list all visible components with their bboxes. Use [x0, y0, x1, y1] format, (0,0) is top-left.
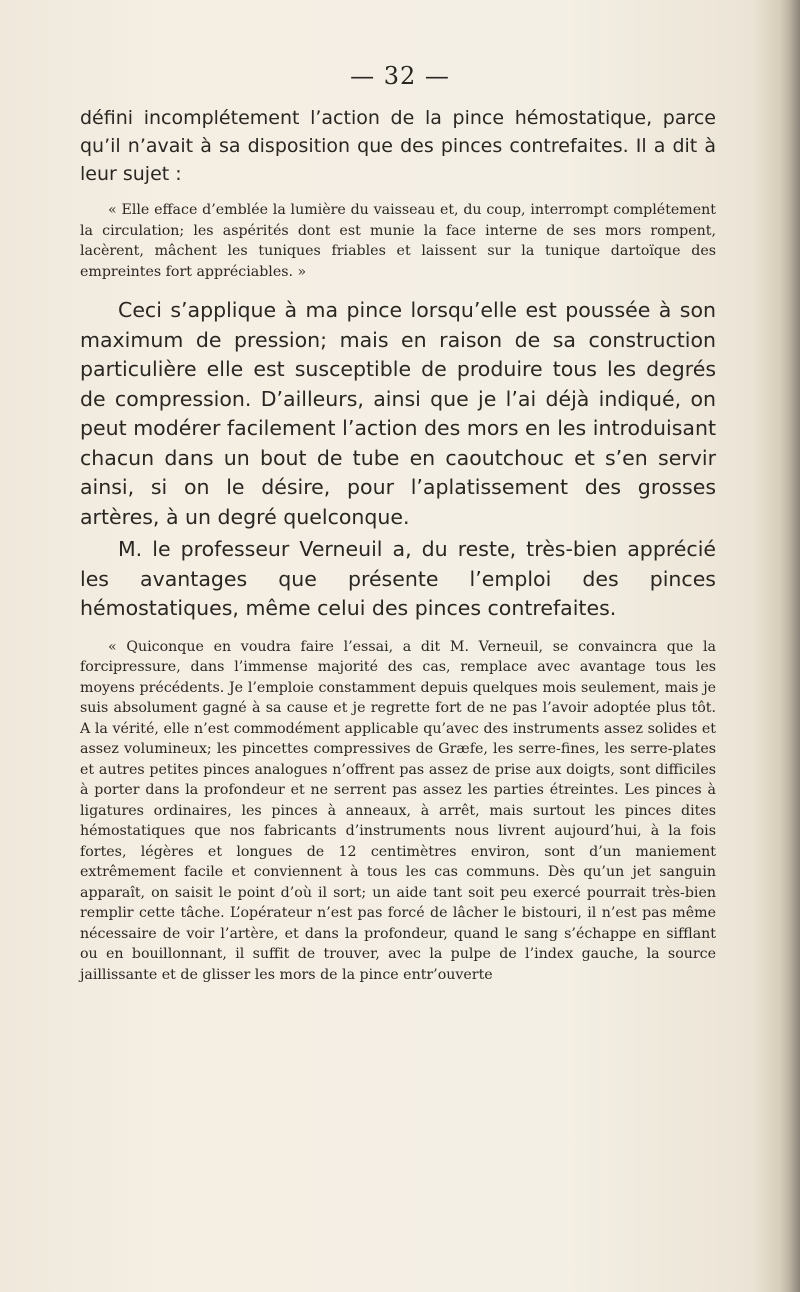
paragraph-verneuil: M. le professeur Verneuil a, du reste, très-bien apprécié les avantages que présente l’emploi des pinces hémostatiques, même celui des pinces contrefaites. — [80, 537, 716, 620]
page-edge-shadow — [778, 0, 800, 1292]
block-quote-verneuil: « Quiconque en voudra faire l’essai, a dit M. Verneuil, se convaincra que la forcipressure, dans l’immense majorité des cas, remplace avec avantage tous les moyens précédents. Je l’emploie constamment depuis quelques mois seulement, mais je suis absolument gagné à sa cause et je regrette fort de ne pas l’avoir adoptée plus tôt. A la vérité, elle n’est commodément applicable qu’avec des instruments assez solides et assez volumineux; les pincettes compressives de Græfe, les serre-fines, les serre-plates et autres petites pinces analogues n’offrent pas assez de prise aux doigts, sont difficiles à porter dans la profondeur et ne serrent pas assez les parties étreintes. Les pinces à ligatures ordinaires, les pinces à anneaux, à arrêt, mais surtout les pinces dites hémostatiques que nos fabricants d’instruments nous livrent aujourd’hui, à la fois fortes, légères et longues de 12 centimètres environ, sont d’un maniement extrêmement facile et conviennent à tous les cas communs. Dès qu’un jet sanguin apparaît, on saisit le point d’où il sort; un aide tant soit peu exercé pourrait très-bien remplir cette tâche. L’opérateur n’est pas forcé de lâcher le bistouri, il n’est pas même nécessaire de voir l’artère, et dans la profondeur, quand le sang s’échappe en sifflant ou en bouillonnant, il suffit de trouver, avec la pulpe de l’index gauche, la source jaillissante et de glisser les mors de la pince entr’ouverte — [80, 638, 716, 983]
block-quote-first: « Elle efface d’emblée la lumière du vaisseau et, du coup, interrompt complétement la circulation; les aspérités dont est munie la face interne de ses mors rompent, lacèrent, mâchent les tuniques friables et laissent sur la tunique dartoïque des empreintes fort appréciables. » — [80, 202, 716, 280]
main-text-section — [80, 296, 716, 624]
page-body — [80, 104, 716, 985]
page-number: — 32 — — [350, 62, 450, 90]
paragraph-continuation: défini incomplétement l’action de la pince hémostatique, parce qu’il n’avait à sa disposition que des pinces contrefaites. Il a dit à leur sujet : — [80, 107, 716, 185]
paragraph-compression: Ceci s’applique à ma pince lorsqu’elle est poussée à son maximum de pression; mais en raison de sa construction particulière elle est susceptible de produire tous les degrés de compression. D’ailleurs, ainsi que je l’ai déjà indiqué, on peut modérer facilement l’action des mors en les introduisant chacun dans un bout de tube en caoutchouc et s’en servir ainsi, si on le désire, pour l’aplatissement des grosses artères, à un degré quelconque. — [80, 298, 716, 529]
